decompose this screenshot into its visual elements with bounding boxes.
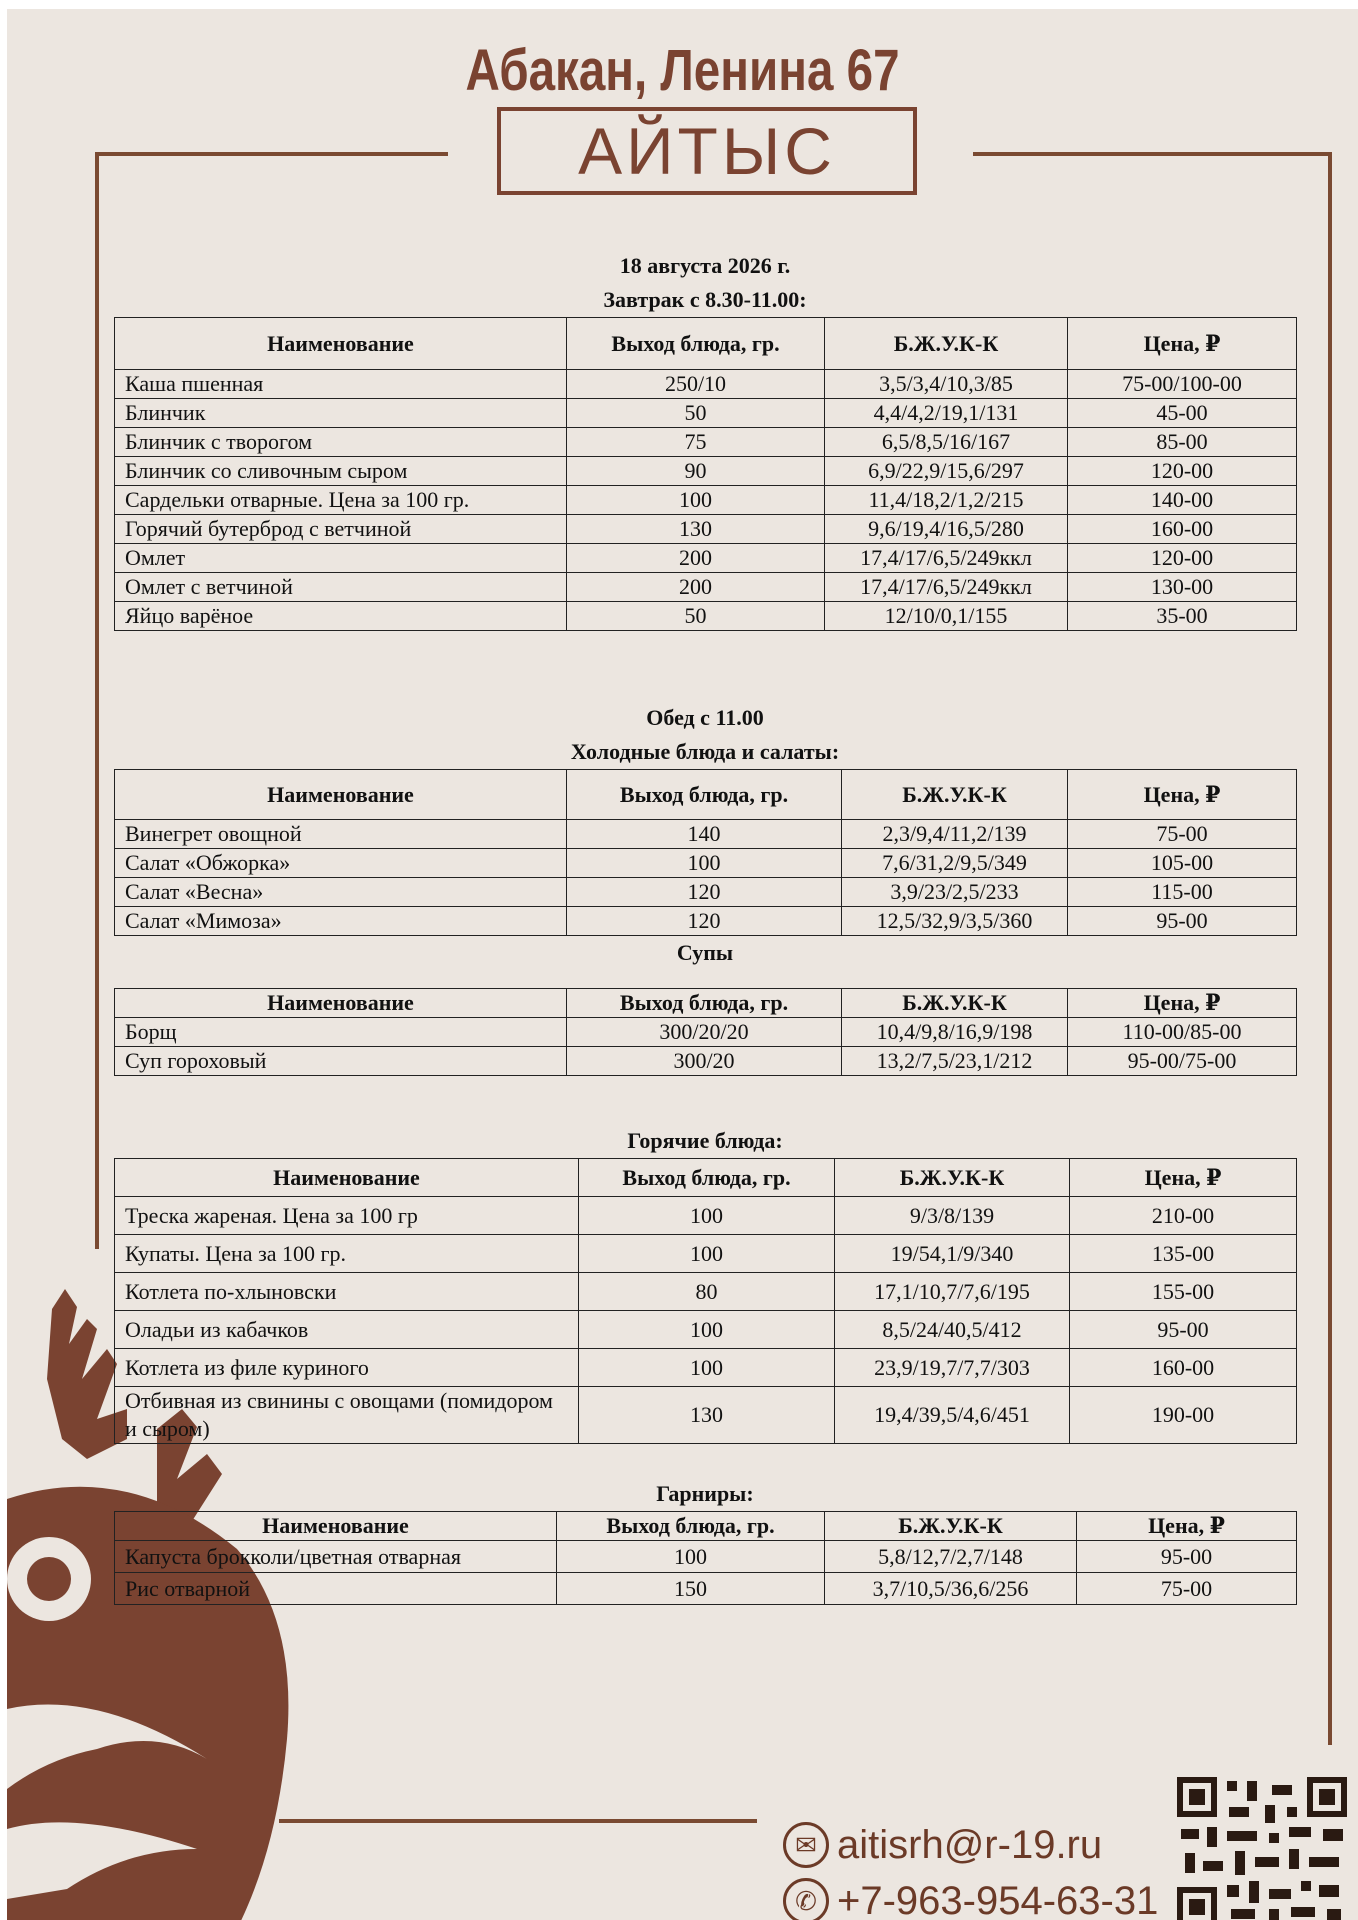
cell-price: 75-00/100-00 bbox=[1068, 370, 1297, 399]
table-row bbox=[115, 878, 1297, 907]
cell-name: Яйцо варёное bbox=[115, 602, 567, 631]
cell-price: 35-00 bbox=[1068, 602, 1297, 631]
column-header-yield: Выход блюда, гр. bbox=[567, 318, 825, 370]
column-header-nutrition: Б.Ж.У.К-К bbox=[825, 318, 1068, 370]
table-row bbox=[115, 602, 1297, 631]
cell-yield: 100 bbox=[579, 1197, 835, 1235]
cell-yield: 100 bbox=[567, 849, 842, 878]
column-header-nutrition: Б.Ж.У.К-К bbox=[842, 989, 1068, 1018]
cell-yield: 50 bbox=[567, 602, 825, 631]
cell-name: Блинчик с творогом bbox=[115, 428, 567, 457]
cell-name: Треска жареная. Цена за 100 гр bbox=[115, 1197, 579, 1235]
cell-price: 120-00 bbox=[1068, 457, 1297, 486]
column-header-nutrition: Б.Ж.У.К-К bbox=[825, 1512, 1077, 1541]
cell-name: Каша пшенная bbox=[115, 370, 567, 399]
column-header-price: Цена, ₽ bbox=[1070, 1159, 1297, 1197]
column-header-nutrition: Б.Ж.У.К-К bbox=[842, 770, 1068, 820]
frame-top-left bbox=[95, 152, 448, 156]
cell-yield: 100 bbox=[567, 486, 825, 515]
menu-date: 18 августа 2026 г. bbox=[619, 253, 791, 278]
cell-price: 140-00 bbox=[1068, 486, 1297, 515]
cell-price: 120-00 bbox=[1068, 544, 1297, 573]
cell-nutrition: 19/54,1/9/340 bbox=[835, 1235, 1070, 1273]
lunch-title: Обед с 11.00 bbox=[646, 705, 764, 730]
cell-nutrition: 17,1/10,7/7,6/195 bbox=[835, 1273, 1070, 1311]
cell-price: 85-00 bbox=[1068, 428, 1297, 457]
cell-price: 75-00 bbox=[1068, 820, 1297, 849]
cell-price: 210-00 bbox=[1070, 1197, 1297, 1235]
cell-nutrition: 3,5/3,4/10,3/85 bbox=[825, 370, 1068, 399]
mail-icon: ✉ bbox=[783, 1822, 829, 1868]
column-header-price: Цена, ₽ bbox=[1068, 989, 1297, 1018]
soups-table bbox=[114, 988, 1297, 1076]
breakfast-section bbox=[114, 249, 1296, 631]
phone-contact[interactable] bbox=[783, 1878, 1158, 1920]
column-header-nutrition: Б.Ж.У.К-К bbox=[835, 1159, 1070, 1197]
cell-yield: 80 bbox=[579, 1273, 835, 1311]
table-row bbox=[115, 820, 1297, 849]
hot-section bbox=[114, 1124, 1296, 1444]
cell-yield: 100 bbox=[579, 1235, 835, 1273]
table-row bbox=[115, 1573, 1297, 1605]
cell-name: Винегрет овощной bbox=[115, 820, 567, 849]
cell-name: Салат «Мимоза» bbox=[115, 907, 567, 936]
sides-table bbox=[114, 1511, 1297, 1605]
table-row bbox=[115, 1311, 1297, 1349]
cell-nutrition: 7,6/31,2/9,5/349 bbox=[842, 849, 1068, 878]
cell-name: Салат «Весна» bbox=[115, 878, 567, 907]
column-header-name: Наименование bbox=[115, 989, 567, 1018]
cell-nutrition: 4,4/4,2/19,1/131 bbox=[825, 399, 1068, 428]
email-text[interactable]: aitisrh@r-19.ru bbox=[837, 1822, 1103, 1867]
logo bbox=[497, 107, 917, 195]
table-row bbox=[115, 399, 1297, 428]
cell-yield: 50 bbox=[567, 399, 825, 428]
cell-yield: 100 bbox=[579, 1349, 835, 1387]
cell-nutrition: 23,9/19,7/7,7/303 bbox=[835, 1349, 1070, 1387]
cell-yield: 100 bbox=[557, 1541, 825, 1573]
cell-yield: 140 bbox=[567, 820, 842, 849]
frame-bottom bbox=[279, 1819, 757, 1823]
table-row bbox=[115, 544, 1297, 573]
table-row bbox=[115, 1387, 1297, 1444]
cell-nutrition: 9,6/19,4/16,5/280 bbox=[825, 515, 1068, 544]
cell-yield: 120 bbox=[567, 907, 842, 936]
hot-title: Горячие блюда: bbox=[627, 1128, 783, 1153]
table-row bbox=[115, 1197, 1297, 1235]
cell-yield: 130 bbox=[567, 515, 825, 544]
column-header-name: Наименование bbox=[115, 1512, 557, 1541]
phone-icon: ✆ bbox=[783, 1878, 829, 1920]
cell-nutrition: 2,3/9,4/11,2/139 bbox=[842, 820, 1068, 849]
menu-page bbox=[7, 9, 1358, 1920]
cell-price: 115-00 bbox=[1068, 878, 1297, 907]
frame-left bbox=[95, 152, 99, 1249]
soups-rows bbox=[115, 1018, 1297, 1076]
cell-price: 95-00 bbox=[1068, 907, 1297, 936]
sides-rows bbox=[115, 1541, 1297, 1605]
cell-price: 160-00 bbox=[1068, 515, 1297, 544]
cell-name: Блинчик bbox=[115, 399, 567, 428]
column-header-name: Наименование bbox=[115, 1159, 579, 1197]
cell-price: 95-00 bbox=[1070, 1311, 1297, 1349]
column-header-yield: Выход блюда, гр. bbox=[579, 1159, 835, 1197]
salads-title: Холодные блюда и салаты: bbox=[570, 739, 840, 764]
cell-nutrition: 10,4/9,8/16,9/198 bbox=[842, 1018, 1068, 1047]
cell-name: Борщ bbox=[115, 1018, 567, 1047]
cell-name: Омлет с ветчиной bbox=[115, 573, 567, 602]
cell-yield: 200 bbox=[567, 544, 825, 573]
table-row bbox=[115, 1541, 1297, 1573]
cell-yield: 120 bbox=[567, 878, 842, 907]
cell-nutrition: 5,8/12,7/2,7/148 bbox=[825, 1541, 1077, 1573]
cell-price: 95-00/75-00 bbox=[1068, 1047, 1297, 1076]
sides-section bbox=[114, 1477, 1296, 1605]
frame-right bbox=[1328, 152, 1332, 1745]
cell-yield: 300/20 bbox=[567, 1047, 842, 1076]
table-row bbox=[115, 370, 1297, 399]
cell-price: 95-00 bbox=[1077, 1541, 1297, 1573]
cell-yield: 300/20/20 bbox=[567, 1018, 842, 1047]
cell-nutrition: 13,2/7,5/23,1/212 bbox=[842, 1047, 1068, 1076]
table-row bbox=[115, 1018, 1297, 1047]
cell-nutrition: 6,5/8,5/16/167 bbox=[825, 428, 1068, 457]
cell-price: 110-00/85-00 bbox=[1068, 1018, 1297, 1047]
table-row bbox=[115, 1047, 1297, 1076]
table-row bbox=[115, 515, 1297, 544]
cell-nutrition: 3,9/23/2,5/233 bbox=[842, 878, 1068, 907]
qr-code[interactable] bbox=[1177, 1777, 1347, 1920]
salads-section bbox=[114, 701, 1296, 1076]
cell-nutrition: 19,4/39,5/4,6/451 bbox=[835, 1387, 1070, 1444]
cell-price: 105-00 bbox=[1068, 849, 1297, 878]
column-header-name: Наименование bbox=[115, 318, 567, 370]
cell-nutrition: 12,5/32,9/3,5/360 bbox=[842, 907, 1068, 936]
table-row bbox=[115, 1235, 1297, 1273]
cell-yield: 90 bbox=[567, 457, 825, 486]
cell-name: Омлет bbox=[115, 544, 567, 573]
table-row bbox=[115, 486, 1297, 515]
cell-nutrition: 8,5/24/40,5/412 bbox=[835, 1311, 1070, 1349]
cell-price: 160-00 bbox=[1070, 1349, 1297, 1387]
table-row bbox=[115, 457, 1297, 486]
cell-name: Суп гороховый bbox=[115, 1047, 567, 1076]
cell-name: Котлета из филе куриного bbox=[115, 1349, 579, 1387]
phone-text[interactable]: +7-963-954-63-31 bbox=[837, 1878, 1159, 1920]
cell-name: Горячий бутерброд с ветчиной bbox=[115, 515, 567, 544]
column-header-price: Цена, ₽ bbox=[1068, 770, 1297, 820]
breakfast-table bbox=[114, 317, 1297, 631]
cell-nutrition: 6,9/22,9/15,6/297 bbox=[825, 457, 1068, 486]
cell-yield: 75 bbox=[567, 428, 825, 457]
cell-name: Блинчик со сливочным сыром bbox=[115, 457, 567, 486]
breakfast-title: Завтрак с 8.30-11.00: bbox=[603, 287, 807, 312]
table-row bbox=[115, 849, 1297, 878]
cell-nutrition: 9/3/8/139 bbox=[835, 1197, 1070, 1235]
cell-yield: 200 bbox=[567, 573, 825, 602]
cell-nutrition: 11,4/18,2/1,2/215 bbox=[825, 486, 1068, 515]
cell-name: Капуста брокколи/цветная отварная bbox=[115, 1541, 557, 1573]
table-row bbox=[115, 1349, 1297, 1387]
cell-name: Отбивная из свинины с овощами (помидором и сыром) bbox=[115, 1387, 579, 1444]
table-row bbox=[115, 1273, 1297, 1311]
cell-yield: 250/10 bbox=[567, 370, 825, 399]
table-row bbox=[115, 907, 1297, 936]
soups-title: Супы bbox=[676, 940, 734, 965]
column-header-name: Наименование bbox=[115, 770, 567, 820]
cell-nutrition: 12/10/0,1/155 bbox=[825, 602, 1068, 631]
cell-name: Салат «Обжорка» bbox=[115, 849, 567, 878]
column-header-yield: Выход блюда, гр. bbox=[567, 770, 842, 820]
logo-text: АЙТЫС bbox=[578, 114, 836, 188]
cell-nutrition: 17,4/17/6,5/249ккл bbox=[825, 544, 1068, 573]
column-header-yield: Выход блюда, гр. bbox=[557, 1512, 825, 1541]
salads-rows bbox=[115, 820, 1297, 936]
cell-price: 75-00 bbox=[1077, 1573, 1297, 1605]
cell-price: 135-00 bbox=[1070, 1235, 1297, 1273]
cell-name: Купаты. Цена за 100 гр. bbox=[115, 1235, 579, 1273]
cell-price: 190-00 bbox=[1070, 1387, 1297, 1444]
cell-name: Котлета по-хлыновски bbox=[115, 1273, 579, 1311]
hot-table bbox=[114, 1158, 1297, 1444]
cell-name: Рис отварной bbox=[115, 1573, 557, 1605]
cell-nutrition: 3,7/10,5/36,6/256 bbox=[825, 1573, 1077, 1605]
column-header-yield: Выход блюда, гр. bbox=[567, 989, 842, 1018]
frame-top-right bbox=[973, 152, 1332, 156]
table-row bbox=[115, 428, 1297, 457]
cell-price: 155-00 bbox=[1070, 1273, 1297, 1311]
hot-rows bbox=[115, 1197, 1297, 1444]
cell-name: Оладьи из кабачков bbox=[115, 1311, 579, 1349]
sides-title: Гарниры: bbox=[656, 1481, 754, 1506]
salads-table bbox=[114, 769, 1297, 936]
column-header-price: Цена, ₽ bbox=[1068, 318, 1297, 370]
cell-yield: 150 bbox=[557, 1573, 825, 1605]
page-title: Абакан, Ленина 67 bbox=[465, 38, 900, 103]
email-contact[interactable] bbox=[783, 1822, 1102, 1868]
cell-yield: 100 bbox=[579, 1311, 835, 1349]
breakfast-rows bbox=[115, 370, 1297, 631]
cell-price: 130-00 bbox=[1068, 573, 1297, 602]
cell-name: Сардельки отварные. Цена за 100 гр. bbox=[115, 486, 567, 515]
cell-price: 45-00 bbox=[1068, 399, 1297, 428]
cell-yield: 130 bbox=[579, 1387, 835, 1444]
table-row bbox=[115, 573, 1297, 602]
column-header-price: Цена, ₽ bbox=[1077, 1512, 1297, 1541]
cell-nutrition: 17,4/17/6,5/249ккл bbox=[825, 573, 1068, 602]
